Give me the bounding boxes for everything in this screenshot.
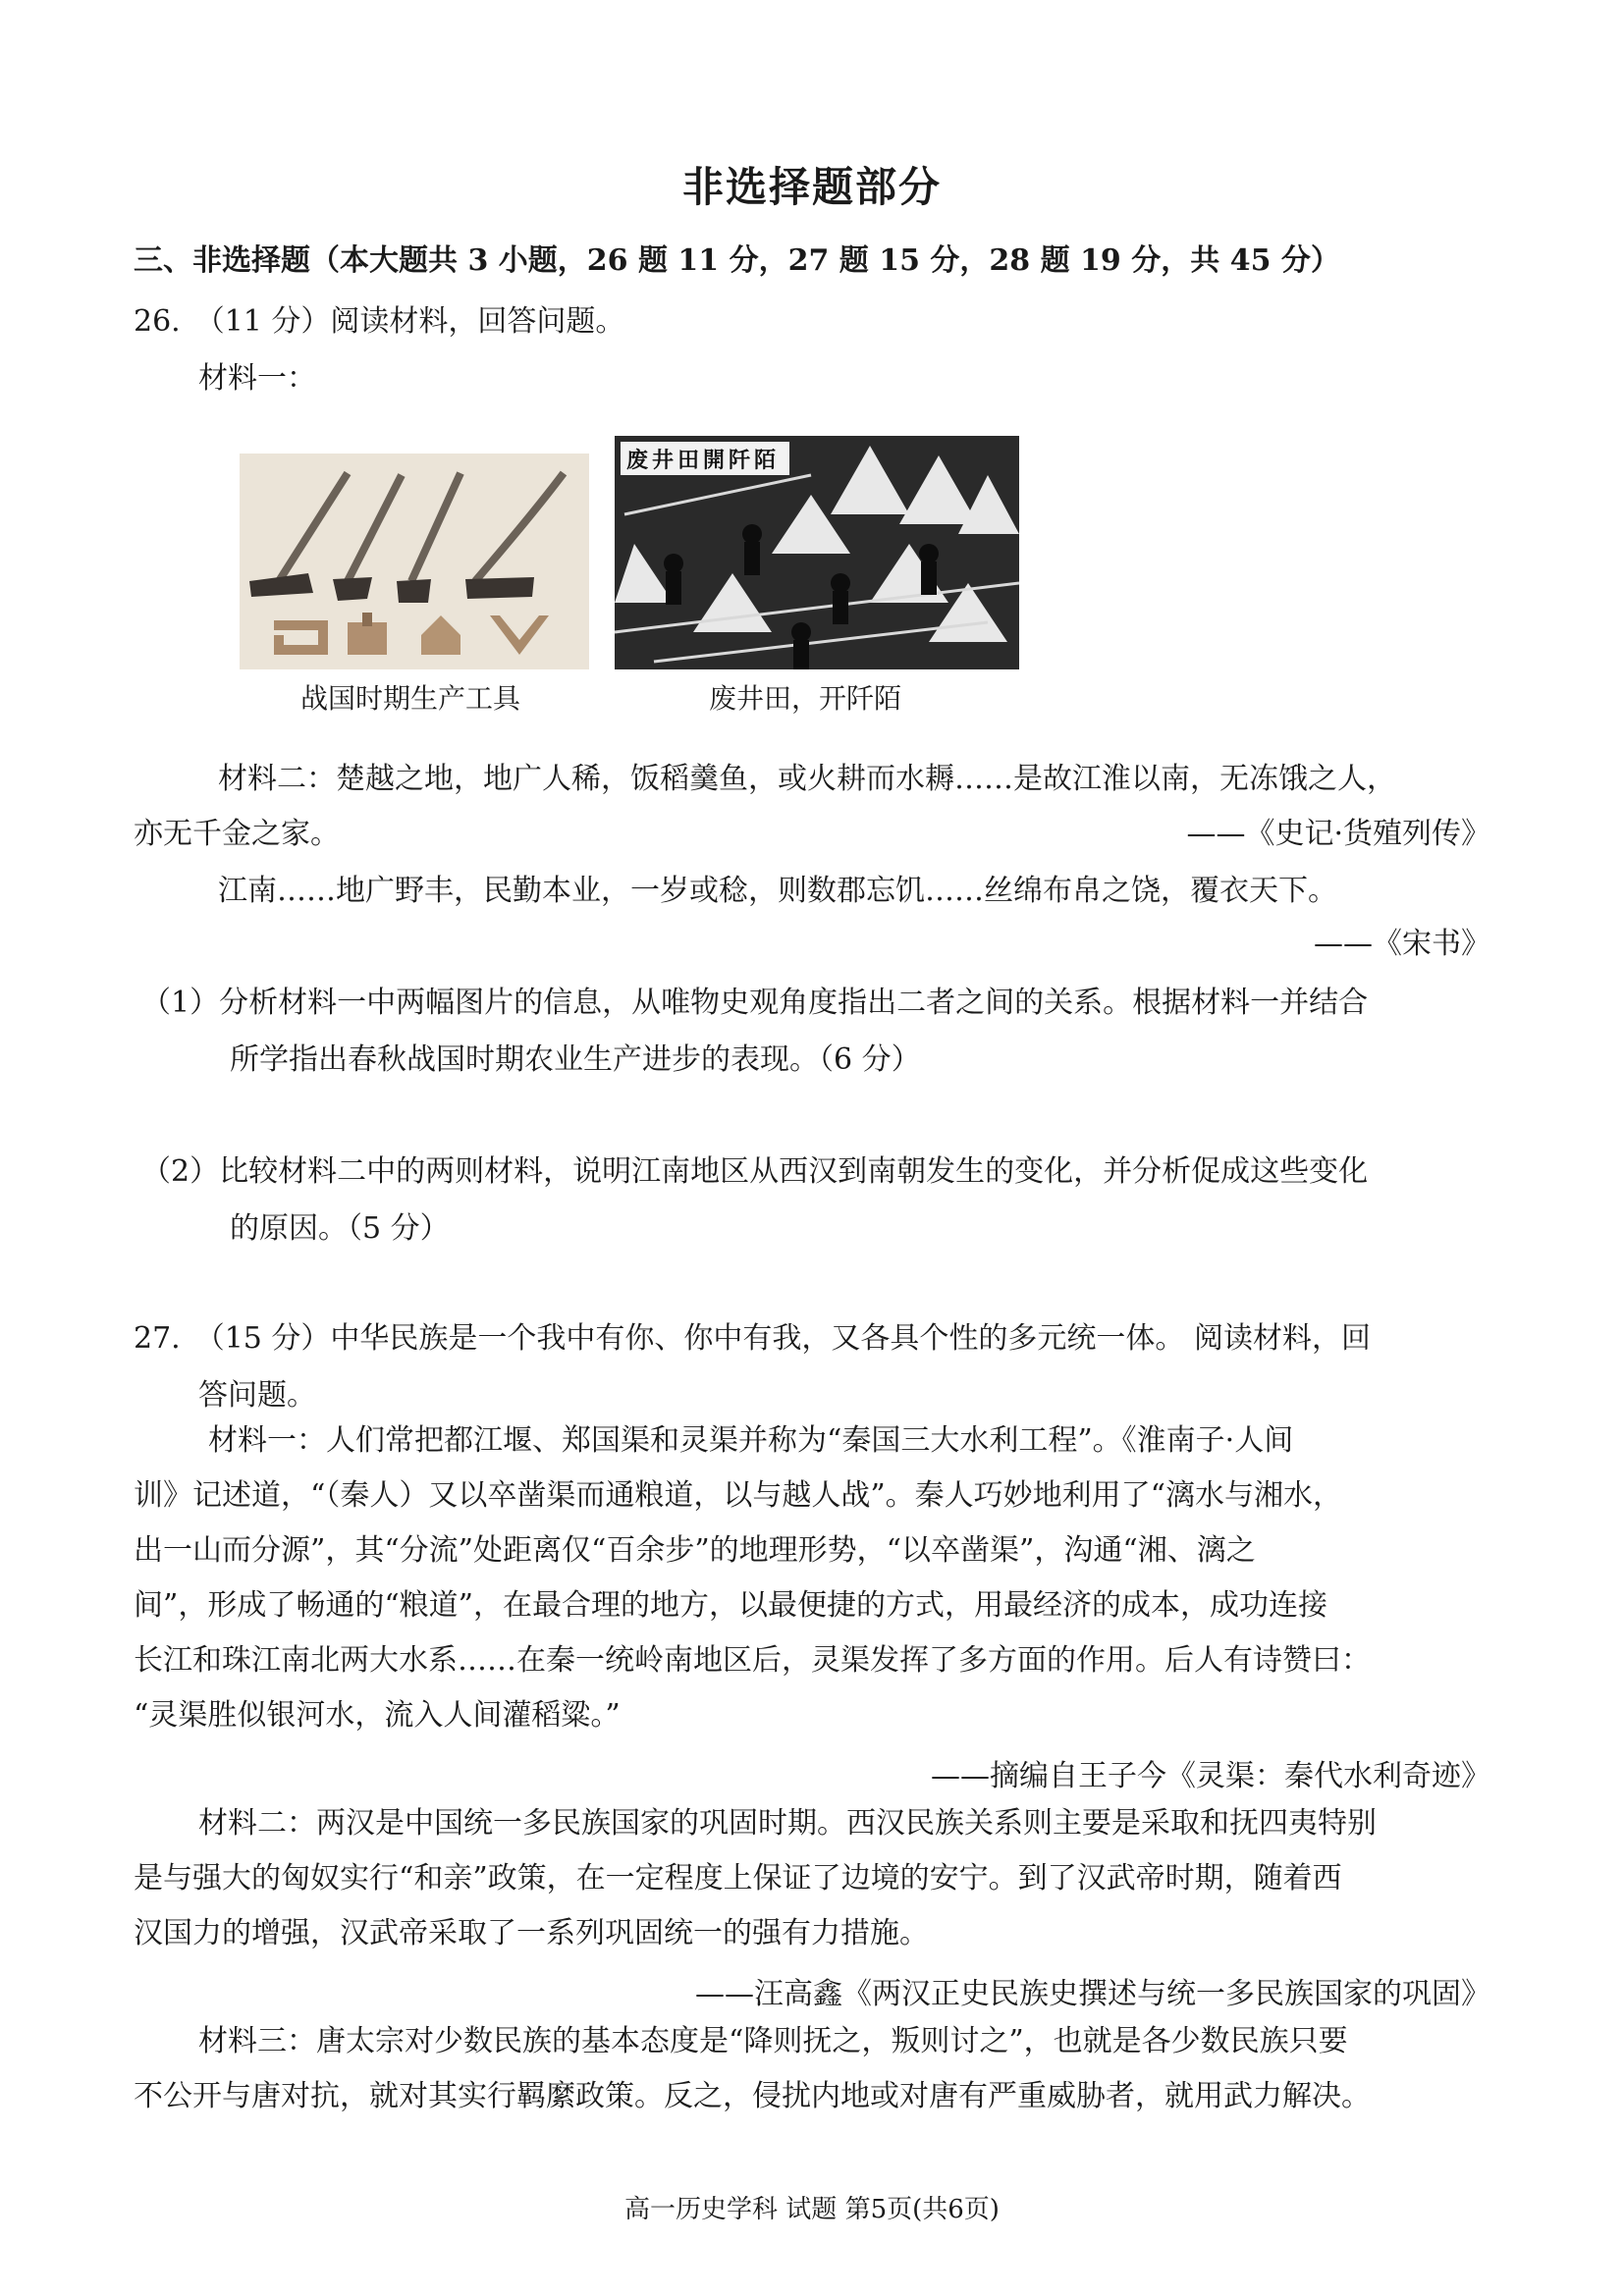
q27-material2-line: 汉国力的增强，汉武帝采取了一系列巩固统一的强有力措施。 [134, 1916, 929, 1950]
q27-material2-line: 材料二：两汉是中国统一多民族国家的巩固时期。西汉民族关系则主要是采取和抚四夷特别 [198, 1806, 1377, 1841]
q26-subquestion2-line1: （2）比较材料二中的两则材料，说明江南地区从西汉到南朝发生的变化，并分析促成这些变化 [141, 1154, 1369, 1189]
q26-material2-source1: ——《史记·货殖列传》 [1186, 817, 1490, 851]
q27-header-line1: 27. （15 分）中华民族是一个我中有你、你中有我，又各具个性的多元统一体。 阅读材料，回 [134, 1321, 1371, 1356]
q26-header: 26. （11 分）阅读材料，回答问题。 [134, 304, 625, 339]
page-title: 非选择题部分 [681, 163, 942, 211]
q26-material1-label: 材料一： [198, 361, 316, 396]
q26-subquestion1-line1: （1）分析材料一中两幅图片的信息，从唯物史观角度指出二者之间的关系。根据材料一并结合 [141, 986, 1369, 1020]
q27-material1-line: 出一山而分源”，其“分流”处距离仅“百余步”的地理形势，“以卒凿渠”，沟通“湘、漓之 [134, 1533, 1256, 1568]
q27-material3-line: 不公开与唐对抗，就对其实行羁縻政策。反之，侵扰内地或对唐有严重威胁者，就用武力解决。 [134, 2079, 1371, 2113]
q26-subquestion2-line2: 的原因。（5 分） [230, 1211, 450, 1246]
woodcut-banner: 废井田開阡陌 [626, 448, 781, 473]
section-heading: 三、非选择题（本大题共 3 小题，26 题 11 分，27 题 15 分，28 题 19 分，共 45 分） [134, 243, 1340, 278]
q27-material3-line: 材料三：唐太宗对少数民族的基本态度是“降则抚之，叛则讨之”，也就是各少数民族只要 [198, 2024, 1348, 2058]
tools-illustration [240, 454, 589, 669]
q27-material1-line: 间”，形成了畅通的“粮道”，在最合理的地方，以最便捷的方式，用最经济的成本，成功连接 [134, 1588, 1328, 1623]
woodcut-illustration [615, 436, 1019, 669]
q27-material2-line: 是与强大的匈奴实行“和亲”政策，在一定程度上保证了边境的安宁。到了汉武帝时期，随着西 [134, 1861, 1342, 1896]
q27-material1-line: “灵渠胜似银河水，流入人间灌稻粱。” [134, 1698, 621, 1733]
q26-material2-line2: 亦无千金之家。 [134, 817, 340, 851]
tools-drawing [240, 454, 589, 669]
q27-material1-line: 训》记述道，“（秦人）又以卒凿渠而通粮道，以与越人战”。秦人巧妙地利用了“漓水与湘水， [134, 1478, 1343, 1513]
q26-subquestion1-line2: 所学指出春秋战国时期农业生产进步的表现。（6 分） [230, 1042, 921, 1077]
q27-material1-line: 长江和珠江南北两大水系……在秦一统岭南地区后，灵渠发挥了多方面的作用。后人有诗赞曰： [134, 1643, 1371, 1678]
q26-material2-source2: ——《宋书》 [1314, 927, 1490, 961]
q26-material2-line1: 材料二：楚越之地，地广人稀，饭稻羹鱼，或火耕而水耨……是故江淮以南，无冻饿之人， [218, 762, 1396, 796]
woodcut-caption: 废井田，开阡陌 [709, 682, 902, 715]
page-footer: 高一历史学科 试题 第5页(共6页) [624, 2195, 1000, 2224]
q27-material1-line: 材料一：人们常把都江堰、郑国渠和灵渠并称为“秦国三大水利工程”。《淮南子·人间 [208, 1423, 1294, 1458]
q26-material2-line3: 江南……地广野丰，民勤本业，一岁或稔，则数郡忘饥……丝绵布帛之饶，覆衣天下。 [218, 874, 1337, 908]
q27-header-line2: 答问题。 [198, 1378, 316, 1413]
q27-material2-source: ——汪高鑫《两汉正史民族史撰述与统一多民族国家的巩固》 [695, 1977, 1490, 2011]
tools-caption: 战国时期生产工具 [300, 682, 521, 715]
q27-material1-source: ——摘编自王子今《灵渠：秦代水利奇迹》 [931, 1759, 1490, 1793]
